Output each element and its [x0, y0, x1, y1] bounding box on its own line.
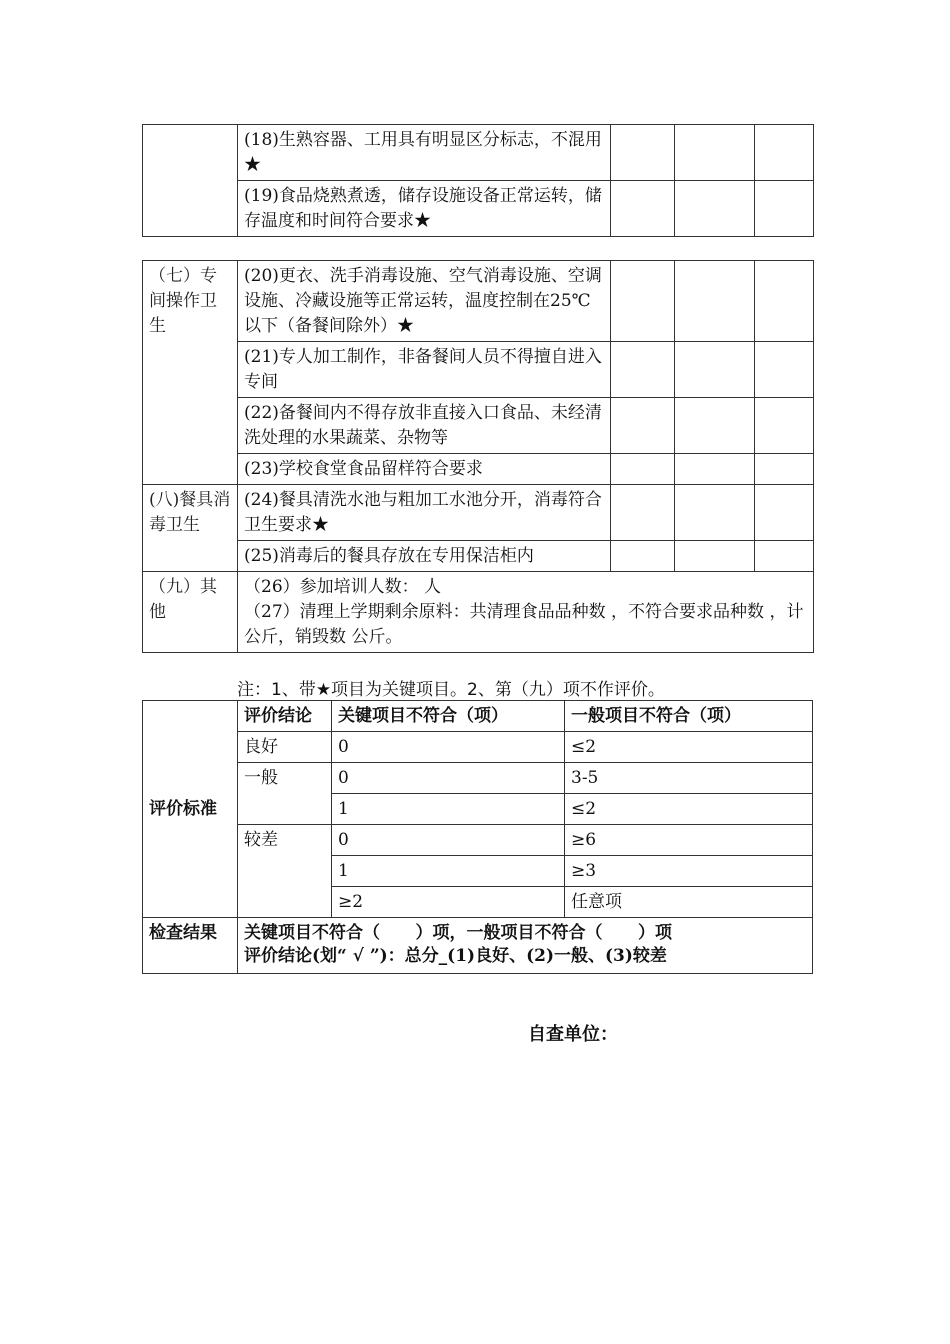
result-content [238, 918, 813, 974]
score-cell [675, 125, 755, 181]
category-8: (八)餐具消毒卫生 [143, 485, 238, 572]
self-inspection-unit-label: 自查单位： [528, 1024, 618, 1045]
general-value: 3-5 [565, 763, 813, 794]
score-cell [675, 398, 755, 454]
key-value: 0 [332, 825, 565, 856]
item-22: (22)备餐间内不得存放非直接入口食品、未经清洗处理的水果蔬菜、杂物等 [238, 398, 611, 454]
general-value: ≤2 [565, 794, 813, 825]
score-cell [755, 125, 814, 181]
score-cell [611, 181, 675, 237]
category-cell-empty [143, 125, 238, 237]
key-value: ≥2 [332, 887, 565, 918]
score-cell [755, 454, 814, 485]
general-value: ≤2 [565, 732, 813, 763]
score-cell [611, 342, 675, 398]
checklist-table-part1 [142, 124, 814, 237]
score-cell [611, 398, 675, 454]
evaluation-table [142, 700, 813, 974]
header-conclusion: 评价结论 [238, 701, 332, 732]
score-cell [675, 485, 755, 541]
criteria-label: 评价标准 [143, 701, 238, 918]
item-20: (20)更衣、洗手消毒设施、空气消毒设施、空调设施、冷藏设施等正常运转，温度控制在25℃以下（备餐间除外）★ [238, 261, 611, 342]
score-cell [611, 541, 675, 572]
score-cell [675, 261, 755, 342]
key-value: 0 [332, 732, 565, 763]
score-cell [611, 261, 675, 342]
score-cell [675, 454, 755, 485]
key-value: 1 [332, 794, 565, 825]
general-value: ≥3 [565, 856, 813, 887]
category-7: （七）专间操作卫生 [143, 261, 238, 485]
key-value: 0 [332, 763, 565, 794]
general-value: ≥6 [565, 825, 813, 856]
item-21: (21)专人加工制作，非备餐间人员不得擅自进入专间 [238, 342, 611, 398]
item-24: (24)餐具清洗水池与粗加工水池分开，消毒符合卫生要求★ [238, 485, 611, 541]
checklist-table-part2 [142, 260, 814, 653]
score-cell [675, 541, 755, 572]
score-cell [755, 342, 814, 398]
score-cell [755, 485, 814, 541]
score-cell [755, 181, 814, 237]
result-line-2: 评价结论(划“ √ ”)：总分_(1)良好、(2)一般、(3)较差 [244, 946, 667, 966]
score-cell [755, 541, 814, 572]
item-23: (23)学校食堂食品留样符合要求 [238, 454, 611, 485]
score-cell [755, 261, 814, 342]
score-cell [611, 454, 675, 485]
category-9: （九）其他 [143, 572, 238, 653]
conclusion-fair: 一般 [238, 763, 332, 825]
table-note: 注：1、带★项目为关键项目。2、第（九）项不作评价。 [237, 680, 665, 700]
score-cell [675, 181, 755, 237]
item-19: (19)食品烧熟煮透，储存设施设备正常运转，储存温度和时间符合要求★ [238, 181, 611, 237]
result-line-1: 关键项目不符合（ ）项，一般项目不符合（ ）项 [244, 923, 673, 943]
score-cell [611, 485, 675, 541]
item-18: (18)生熟容器、工用具有明显区分标志，不混用★ [238, 125, 611, 181]
conclusion-poor: 较差 [238, 825, 332, 918]
header-key-items: 关键项目不符合（项） [332, 701, 565, 732]
item-27: （27）清理上学期剩余原料：共清理食品品种数 ，不符合要求品种数 ，计 公斤，销毁数 公斤。 [244, 602, 804, 647]
score-cell [611, 125, 675, 181]
score-cell [675, 342, 755, 398]
conclusion-good: 良好 [238, 732, 332, 763]
header-general-items: 一般项目不符合（项） [565, 701, 813, 732]
item-26: （26）参加培训人数： 人 [244, 577, 442, 597]
general-value: 任意项 [565, 887, 813, 918]
item-26-27 [238, 572, 814, 653]
item-25: (25)消毒后的餐具存放在专用保洁柜内 [238, 541, 611, 572]
score-cell [755, 398, 814, 454]
key-value: 1 [332, 856, 565, 887]
result-label: 检查结果 [143, 918, 238, 974]
